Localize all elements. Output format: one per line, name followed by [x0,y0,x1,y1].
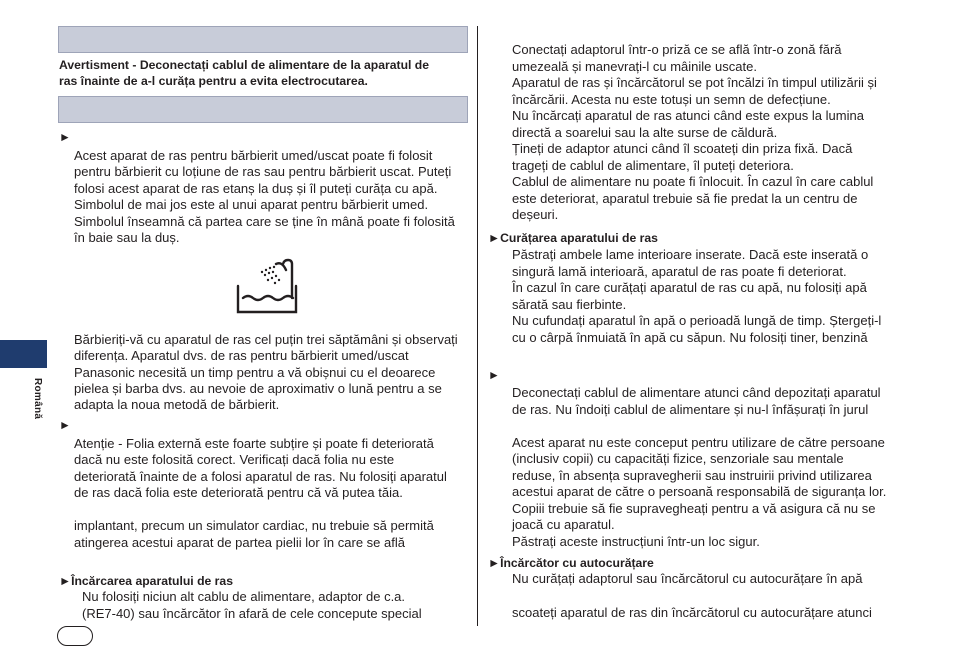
paragraph-line: Țineți de adaptor atunci când îl scoateți din priza fixă. Dacă [512,141,853,156]
paragraph-line: Acest aparat de ras pentru bărbierit umed/uscat poate fi folosit [74,148,433,163]
paragraph-line: folosi acest aparat de ras etanș la duș și îl puteți curăța cu apă. [74,181,438,196]
paragraph-line: Copiii trebuie să fie supravegheați pentru a vă asigura că nu se [512,501,876,516]
bullet-triangle-icon: ► [488,368,500,382]
paragraph-line: Conectați adaptorul într-o priză ce se află într-o zonă fără [512,42,842,57]
paragraph-line: Păstrați aceste instrucțiuni într-un loc sigur. [512,534,760,549]
paragraph-line: deșeuri. [512,207,559,222]
selfclean-heading: ►Încărcător cu autocurățare [488,556,654,570]
paragraph-line: umezeală și manevrați-l cu mâinile uscate. [512,59,757,74]
paragraph-line: de ras dacă folia este deteriorată pentru că vă putea tăia. [74,485,403,500]
paragraph-line: Nu curățați adaptorul sau încărcătorul cu autocurățare în apă [512,571,863,586]
paragraph-line: adapta la noua metodă de bărbierit. [74,397,280,412]
paragraph-line: acestui aparat de către o persoană responsabilă de siguranța lor. [512,484,887,499]
paragraph-line: implantant, precum un simulator cardiac, nu trebuie să permită [74,518,434,533]
paragraph-line: Panasonic necesită un timp pentru a vă obișnui cu el deoarece [74,365,436,380]
paragraph-line: de ras. Nu îndoiți cablul de alimentare și nu-l înfășurați în jurul [512,402,869,417]
paragraph-line: pentru bărbierit cu loțiune de ras sau pentru bărbierit uscat. Puteți [74,164,452,179]
paragraph-line: reduse, în absența supravegherii sau instruirii privind utilizarea [512,468,872,483]
column-divider [477,26,478,626]
language-label: Română [32,378,43,420]
paragraph-line: încărcării. Acesta nu este totuși un semn de defecțiune. [512,92,831,107]
page-number-oval [57,626,93,646]
shower-bath-icon [234,258,300,318]
cleaning-heading: ►Curățarea aparatului de ras [488,231,658,245]
bullet-triangle-icon: ► [488,231,501,245]
section-header-bar-middle [58,96,468,123]
paragraph-line: diferența. Aparatul dvs. de ras pentru bărbierit umed/uscat [74,348,409,363]
paragraph-line: pielea și barba dvs. au nevoie de aproximativ o lună pentru a se [74,381,442,396]
paragraph-line: (RE7-40) sau încărcător în afară de cele concepute special [82,606,422,621]
bullet-triangle-icon: ► [59,130,71,144]
paragraph-line: Simbolul înseamnă că partea care se ține în mână poate fi folosită [74,214,455,229]
charging-heading: ►Încărcarea aparatului de ras [59,574,233,588]
paragraph-line: Aparatul de ras și încărcătorul se pot încălzi în timpul utilizării și [512,75,877,90]
paragraph-line: deteriorată înainte de a folosi aparatul de ras. Nu folosiți aparatul [74,469,447,484]
paragraph-line: atingerea acestui aparat de partea pielii lor în care se află [74,535,405,550]
paragraph-line: dacă nu este folosită corect. Verificați dacă folia nu este [74,452,395,467]
paragraph-line: (inclusiv copii) cu capacități fizice, senzoriale sau mentale [512,451,844,466]
paragraph-line: joacă cu aparatul. [512,517,615,532]
paragraph-line: singură lamă interioară, aparatul de ras poate fi deteriorat. [512,264,847,279]
paragraph-line: trageți de cablul de alimentare, îl puteți deteriora. [512,158,794,173]
bullet-triangle-icon: ► [488,556,501,570]
paragraph-line: sărată sau fierbinte. [512,297,627,312]
paragraph-line: scoateți aparatul de ras din încărcătorul cu autocurățare atunci [512,605,872,620]
warning-line-1: Avertisment - Deconectați cablul de alimentare de la aparatul de [59,58,430,72]
paragraph-line: Nu cufundați aparatul în apă o perioadă lungă de timp. Ștergeți-l [512,313,882,328]
paragraph-line: în baie sau la duș. [74,230,180,245]
bullet-triangle-icon: ► [59,574,72,588]
paragraph-line: Cablul de alimentare nu poate fi înlocuit. În cazul în care cablul [512,174,874,189]
section-header-bar-top [58,26,468,53]
language-tab-marker [0,340,47,368]
paragraph-line: Nu folosiți niciun alt cablu de alimentare, adaptor de c.a. [82,589,406,604]
paragraph-line: Deconectați cablul de alimentare atunci când depozitați aparatul [512,385,881,400]
paragraph-line: În cazul în care curățați aparatul de ras cu apă, nu folosiți apă [512,280,867,295]
paragraph-line: cu o cârpă înmuiată în apă cu săpun. Nu folosiți tiner, benzină [512,330,868,345]
paragraph-line: Nu încărcați aparatul de ras atunci când este expus la lumina [512,108,864,123]
paragraph-line: Păstrați ambele lame interioare inserate. Dacă este inserată o [512,247,869,262]
paragraph-line: directă a soarelui sau la alte surse de căldură. [512,125,778,140]
paragraph-line: Atenție - Folia externă este foarte subțire și poate fi deteriorată [74,436,434,451]
paragraph-line: Bărbieriți-vă cu aparatul de ras cel puțin trei săptămâni și observați [74,332,458,347]
bullet-triangle-icon: ► [59,418,71,432]
paragraph-line: Simbolul de mai jos este al unui aparat pentru bărbierit umed. [74,197,429,212]
paragraph-line: este deteriorat, aparatul trebuie să fie predat la un centru de [512,191,858,206]
warning-line-2: ras înainte de a-l curăța pentru a evita electrocutarea. [59,74,368,88]
paragraph-line: Acest aparat nu este conceput pentru utilizare de către persoane [512,435,885,450]
